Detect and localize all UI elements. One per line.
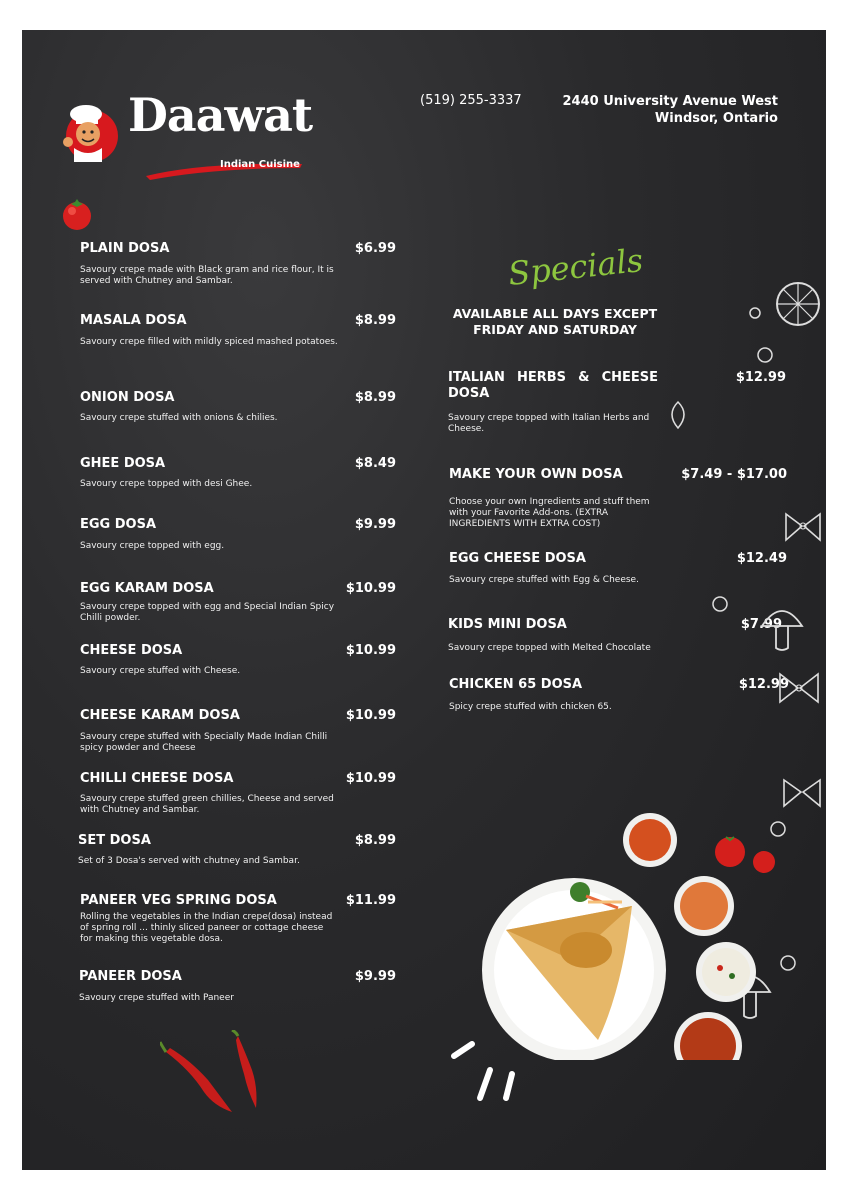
item-price: $9.99 xyxy=(354,969,396,984)
item-description: Rolling the vegetables in the Indian crepe(dosa) instead of spring roll ... thinly sliced paneer or cottage cheese for making this vegetable dosa. xyxy=(80,912,333,944)
item-name: MASALA DOSA xyxy=(80,313,187,328)
item-description: Savoury crepe stuffed green chillies, Cheese and served with Chutney and Sambar. xyxy=(80,794,334,815)
mushroom-doodle-icon xyxy=(758,602,806,654)
item-name: ITALIAN HERBS & CHEESE DOSA xyxy=(448,370,658,401)
item-description: Choose your own Ingredients and stuff them with your Favorite Add-ons. (EXTRA INGREDIENTS WITH EXTRA COST) xyxy=(449,497,650,529)
item-description: Savoury crepe topped with egg and Special Indian Spicy Chilli powder. xyxy=(80,602,335,623)
item-description: Savoury crepe stuffed with onions & chilies. xyxy=(80,413,278,423)
item-description: Savoury crepe topped with Italian Herbs and Cheese. xyxy=(448,413,650,434)
bowtie-pasta-doodle-icon xyxy=(776,668,822,708)
item-name: PLAIN DOSA xyxy=(80,241,170,256)
phone-number: (519) 255-3337 xyxy=(420,93,522,108)
item-name: SET DOSA xyxy=(78,833,151,848)
item-name: CHICKEN 65 DOSA xyxy=(449,677,583,692)
item-price: $6.99 xyxy=(354,241,396,256)
item-description: Savoury crepe stuffed with Cheese. xyxy=(80,666,241,676)
item-name: EGG DOSA xyxy=(80,517,157,532)
item-description: Savoury crepe filled with mildly spiced mashed potatoes. xyxy=(80,337,338,347)
item-description: Set of 3 Dosa's served with chutney and Sambar. xyxy=(78,856,300,866)
item-price: $11.99 xyxy=(345,893,396,908)
menu-board xyxy=(22,30,826,1170)
availability-line-2: FRIDAY AND SATURDAY xyxy=(473,322,637,337)
item-description: Savoury crepe topped with egg. xyxy=(80,541,225,551)
item-name: PANEER VEG SPRING DOSA xyxy=(80,893,277,908)
chef-mascot-icon xyxy=(56,100,120,164)
item-name: CHEESE DOSA xyxy=(80,643,183,658)
item-price: $10.99 xyxy=(345,581,396,596)
small-doodle-icon xyxy=(778,954,798,972)
address-line-2: Windsor, Ontario xyxy=(654,111,778,126)
address-line-1: 2440 University Avenue West xyxy=(562,94,778,109)
item-price: $8.99 xyxy=(354,833,396,848)
item-description: Savoury crepe stuffed with Paneer xyxy=(79,993,234,1003)
item-price: $12.99 xyxy=(735,370,786,385)
item-name: GHEE DOSA xyxy=(80,456,166,471)
address xyxy=(522,93,778,127)
herb-doodle-icon xyxy=(664,400,692,430)
item-description: Savoury crepe topped with desi Ghee. xyxy=(80,479,253,489)
item-description: Savoury crepe stuffed with Specially Made Indian Chilli spicy powder and Cheese xyxy=(80,732,328,753)
item-price: $7.49 - $17.00 xyxy=(681,467,787,482)
item-name: PANEER DOSA xyxy=(79,969,182,984)
item-name: EGG CHEESE DOSA xyxy=(449,551,586,566)
brand-name: Daawat xyxy=(128,88,313,142)
small-doodle-icon xyxy=(710,595,730,613)
small-doodle-icon xyxy=(748,306,762,320)
cherry-tomatoes-icon xyxy=(714,832,778,876)
item-name: ONION DOSA xyxy=(80,390,175,405)
item-description: Savoury crepe stuffed with Egg & Cheese. xyxy=(449,575,639,585)
item-price: $8.99 xyxy=(354,390,396,405)
item-price: $7.99 xyxy=(740,617,782,632)
specials-heading: Specials xyxy=(506,241,645,293)
brand-subtitle: Indian Cuisine xyxy=(220,159,300,170)
specials-availability xyxy=(442,306,668,338)
item-price: $10.99 xyxy=(345,643,396,658)
item-name: CHILLI CHEESE DOSA xyxy=(80,771,234,786)
item-name: KIDS MINI DOSA xyxy=(448,617,567,632)
availability-line-1: AVAILABLE ALL DAYS EXCEPT xyxy=(452,306,658,321)
item-name: MAKE YOUR OWN DOSA xyxy=(449,467,623,482)
tomato-icon xyxy=(60,198,94,232)
item-price: $8.49 xyxy=(354,456,396,471)
item-description: Savoury crepe topped with Melted Chocolate xyxy=(448,643,651,653)
bowtie-pasta-doodle-icon xyxy=(782,508,824,546)
item-name: CHEESE KARAM DOSA xyxy=(80,708,240,723)
pizza-doodle-icon xyxy=(774,280,822,328)
item-price: $10.99 xyxy=(345,708,396,723)
bowtie-pasta-doodle-icon xyxy=(780,774,824,812)
item-description: Savoury crepe made with Black gram and rice flour, It is served with Chutney and Sambar. xyxy=(80,265,334,286)
red-chilli-icon xyxy=(160,1030,270,1120)
item-price: $12.49 xyxy=(736,551,787,566)
item-name: EGG KARAM DOSA xyxy=(80,581,214,596)
item-price: $8.99 xyxy=(354,313,396,328)
item-price: $10.99 xyxy=(345,771,396,786)
garlic-doodle-icon xyxy=(755,346,775,364)
item-price: $12.99 xyxy=(738,677,789,692)
item-description: Spicy crepe stuffed with chicken 65. xyxy=(449,702,612,712)
item-price: $9.99 xyxy=(354,517,396,532)
